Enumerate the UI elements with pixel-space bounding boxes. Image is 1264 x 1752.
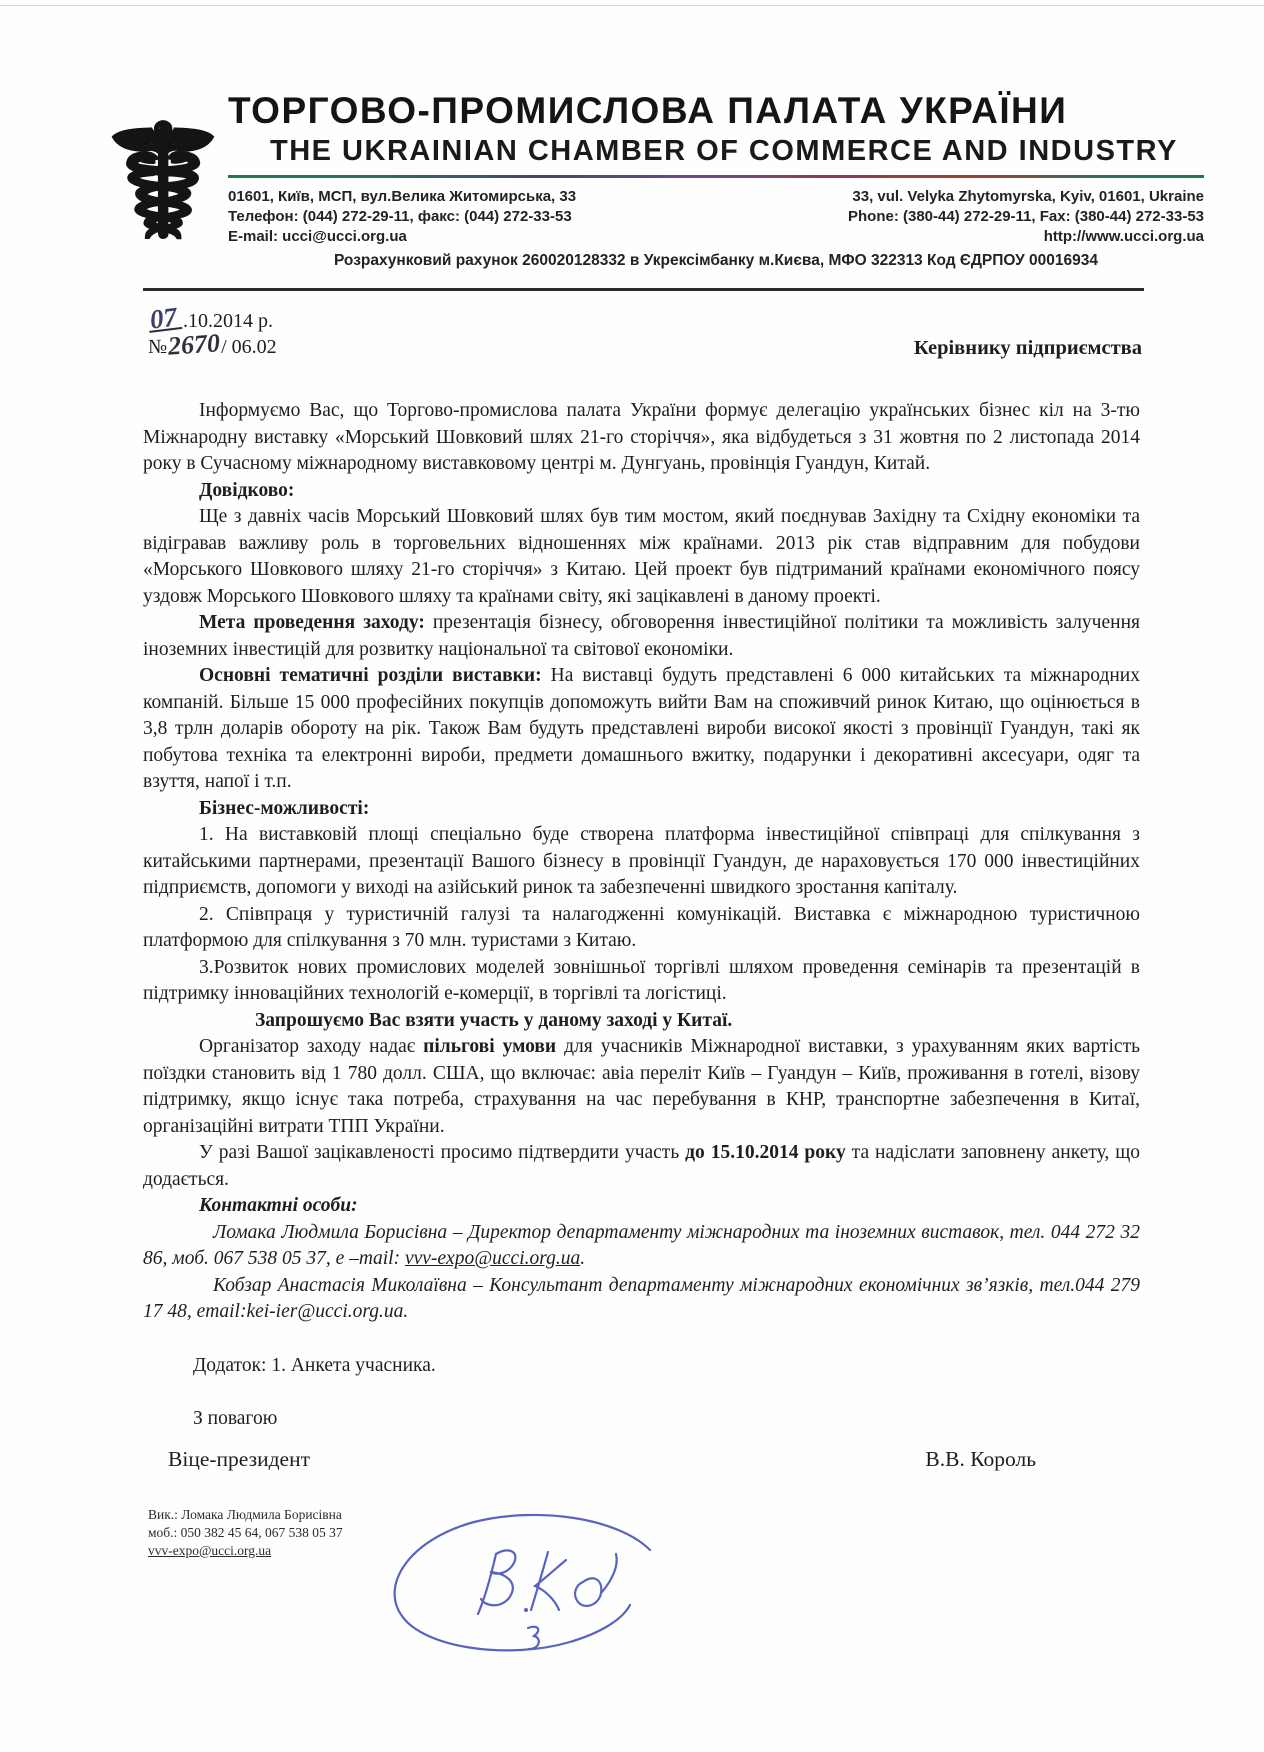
caduceus-logo-icon: ☤	[105, 97, 221, 272]
letterhead-divider	[228, 175, 1204, 178]
organizer-bold: пільгові умови	[423, 1036, 557, 1057]
handwritten-signature	[378, 1502, 688, 1662]
heading-business: Бізнес-можливості:	[199, 797, 370, 819]
paragraph-intro: Інформуємо Вас, що Торгово-промислова палата України формує делегацію українських бізнес кіл на 3-тю Міжнародну виставку «Морський Шовковий шлях 21-го сторіччя», яка відбудеться з 31 жовтня по 2 листопада 2014 року в Сучасному міжнародному виставковому центрі м. Дунгуань, провінція Гуандун, Китай.	[143, 400, 1140, 474]
paragraph-item3: 3.Розвиток нових промислових моделей зовнішньої торгівлі шляхом проведення семінарів та презентацій в підтримку інноваційних технологій е-комерції, в торгівлі та логістиці.	[143, 956, 1140, 1004]
paragraph-goal	[143, 610, 1140, 663]
handwritten-day: 07	[147, 305, 183, 333]
organizer-pre: Організатор заходу надає	[199, 1036, 424, 1057]
phone-line: Телефон: (044) 272-29-11, факс: (044) 272-33-53	[228, 208, 572, 225]
letter-number	[148, 328, 277, 361]
contact-lomaka-text: Ломака Людмила Борисівна – Директор департаменту міжнародних та іноземних виставок, тел. 044 272 32 86, моб. 067 538 05 37, е –mail:	[143, 1221, 1140, 1269]
heading-dovidkovo: Довідково:	[199, 479, 295, 501]
signature-row	[168, 1447, 1036, 1472]
letterhead-address-row	[228, 187, 1204, 247]
attachment-line: Додаток: 1. Анкета учасника.	[193, 1354, 436, 1376]
paragraph-confirm	[143, 1140, 1140, 1193]
reference-block	[148, 301, 277, 361]
organizer-post: для учасників Міжнародної виставки, з урахуванням яких вартість поїздки становить від 1 780 долл. США, що включає: авіа переліт Київ – Гуандун – Київ, проживання в готелі, візову підтримку, якщо існує така потреба, страхування на час перебування в КНР, транспортне забезпечення в Китаї, організаційні витрати ТПП України.	[143, 1036, 1140, 1137]
printed-date: .10.2014 р.	[183, 310, 273, 332]
number-sign: №	[148, 336, 168, 358]
letterhead-text-block	[222, 90, 1204, 280]
header-rule	[143, 288, 1144, 291]
executor-note	[148, 1506, 1264, 1560]
reference-row	[148, 301, 1142, 361]
executor-phones: моб.: 050 382 45 64, 067 538 05 37	[148, 1524, 343, 1540]
address-line: 33, vul. Velyka Zhytomyrska, Kyiv, 01601, Ukraine	[852, 188, 1204, 205]
sections-lead: Основні тематичні розділи виставки:	[199, 665, 542, 686]
email-line: E-mail: ucci@ucci.org.ua	[228, 228, 407, 245]
confirm-post: та надіслати заповнену анкету, що додається.	[143, 1142, 1141, 1190]
contact-lomaka-email: vvv-expo@ucci.org.ua	[404, 1248, 581, 1269]
goal-text: презентація бізнесу, обговорення інвестиційної політики та можливість залучення іноземних інвестицій для розвитку національної та світової економіки.	[143, 612, 1140, 660]
org-title-ukrainian: ТОРГОВО-ПРОМИСЛОВА ПАЛАТА УКРАЇНИ	[228, 90, 1068, 131]
letter-body	[143, 398, 1140, 1433]
letterhead	[104, 90, 1204, 280]
address-line: 01601, Київ, МСП, вул.Велика Житомирська, 33	[228, 188, 577, 205]
confirm-pre: У разі Вашої зацікавленості просимо підтвердити участь	[199, 1142, 686, 1163]
invitation-line: Запрошуємо Вас взяти участь у даному заході у Китаї.	[255, 1009, 733, 1031]
heading-contacts: Контактні особи:	[199, 1195, 358, 1216]
paragraph-item2: 2. Співпраця у туристичній галузі та налагодженні комунікацій. Виставка є міжнародною туристичною платформою для спілкування з 70 млн. туристами з Китаю.	[143, 903, 1140, 951]
contact-lomaka	[143, 1220, 1140, 1273]
addressee: Керівнику підприємства	[913, 337, 1142, 359]
address-ukrainian	[228, 187, 576, 247]
bank-details-line: Розрахунковий рахунок 260020128332 в Укрексімбанку м.Києва, МФО 322313 Код ЄДРПОУ 00016934	[333, 252, 1098, 269]
goal-lead: Мета проведення заходу:	[199, 612, 425, 633]
address-english	[848, 187, 1204, 247]
executor-name: Вик.: Ломака Людмила Борисівна	[148, 1506, 342, 1522]
paragraph-sections	[143, 663, 1140, 796]
regards-line: З повагою	[193, 1408, 278, 1429]
paragraph-organizer	[143, 1034, 1140, 1140]
paragraph-history: Ще з давніх часів Морський Шовковий шлях був тим мостом, який поєднував Західну та Східну економіки та відігравав важливу роль в торговельних відношеннях між країнами. 2013 рік став відправним для побудови «Морського Шовкового шляху 21-го сторіччя» з Китаю. Цей проект був підтриманий країнами економічного поясу уздовж Морського Шовкового шляху та країнами світу, які зацікавлені в даному проекті.	[143, 506, 1140, 607]
handwritten-number: 2670	[167, 328, 222, 361]
website-line: http://www.ucci.org.ua	[1043, 228, 1204, 245]
scan-edge-line	[0, 5, 1264, 6]
number-suffix: / 06.02	[221, 336, 277, 358]
paragraph-item1: 1. На виставковій площі спеціально буде створена платформа інвестиційної співпраці для спілкування з китайськими партнерами, презентації Вашого бізнесу в провінції Гуандун, де нараховується 170 000 інвестиційних підприємств, допомоги у виході на азійський ринок та забезпеченні швидкого зростання капіталу.	[143, 824, 1140, 898]
contact-kobzar: Кобзар Анастасія Миколаївна – Консультант департаменту міжнародних економічних зв’язків, тел.044 279 17 48, email:kei-ier@ucci.org.ua.	[143, 1274, 1140, 1322]
sections-text: На виставці будуть представлені 6 000 китайських та міжнародних компаній. Більше 15 000 професійних покупців допоможуть вийти Вам на споживчий ринок Китаю, що оцінюється в 3,8 трлн доларів обороту на рік. Також Вам будуть представлені вироби високої якості з провінції Гуандун, такі як побутова техніка та електронні вироби, предмети домашнього вжитку, подарунки і декоративні аксесуари, одяг та взуття, напої і т.п.	[143, 665, 1140, 792]
signer-name: В.В. Король	[925, 1446, 1036, 1471]
contact-lomaka-end: .	[580, 1248, 586, 1269]
org-title-english: THE UKRAINIAN CHAMBER OF COMMERCE AND INDUSTRY	[270, 135, 1178, 167]
signer-title: Віце-президент	[168, 1446, 310, 1471]
confirm-deadline: до 15.10.2014 року	[685, 1142, 846, 1163]
phone-line: Phone: (380-44) 272-29-11, Fax: (380-44) 272-33-53	[847, 208, 1204, 225]
executor-email: vvv-expo@ucci.org.ua	[148, 1542, 272, 1558]
